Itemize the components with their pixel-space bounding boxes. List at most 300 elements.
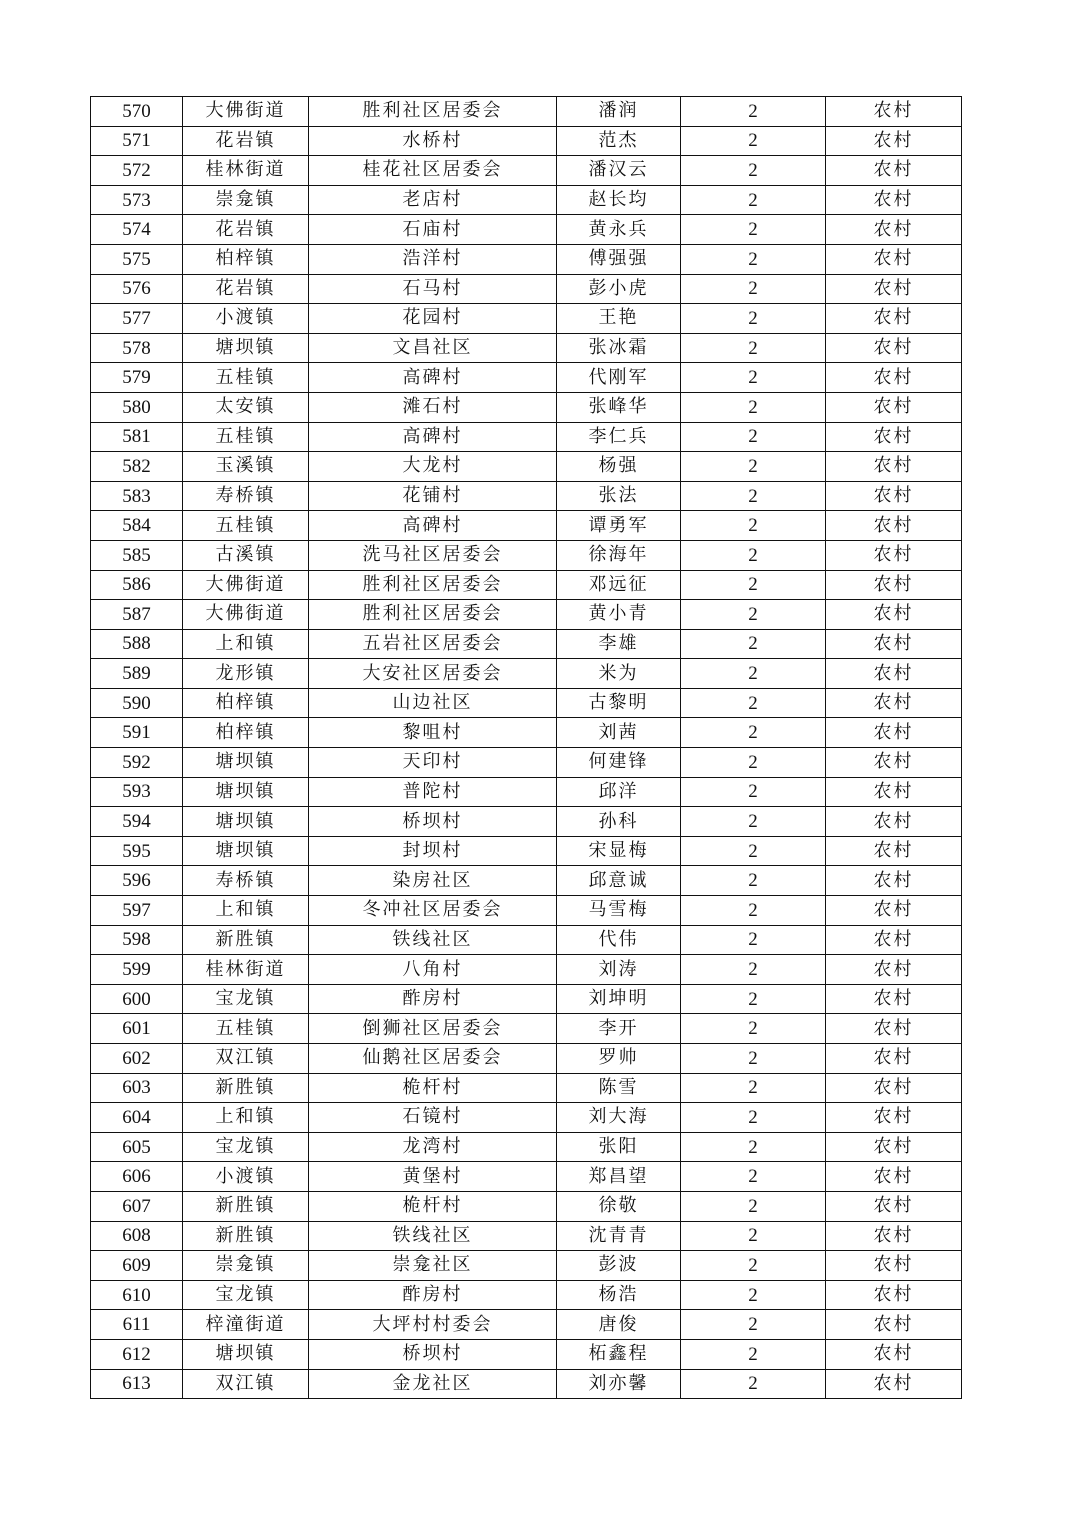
cell-category: 农村	[826, 896, 962, 926]
table-row	[91, 1073, 962, 1103]
table-row	[91, 511, 962, 541]
cell-count: 2	[681, 1251, 826, 1281]
cell-person-name: 刘涛	[557, 955, 681, 985]
cell-category: 农村	[826, 452, 962, 482]
roster-table	[90, 96, 962, 1399]
table-row	[91, 215, 962, 245]
cell-village-community: 桅杆村	[309, 1191, 557, 1221]
cell-row-number: 594	[91, 807, 183, 837]
cell-person-name: 何建锋	[557, 748, 681, 778]
cell-town: 塘坝镇	[183, 748, 309, 778]
cell-row-number: 577	[91, 304, 183, 334]
cell-count: 2	[681, 748, 826, 778]
cell-row-number: 599	[91, 955, 183, 985]
cell-person-name: 古黎明	[557, 688, 681, 718]
table-row	[91, 659, 962, 689]
cell-village-community: 大安社区居委会	[309, 659, 557, 689]
cell-row-number: 596	[91, 866, 183, 896]
cell-person-name: 刘茜	[557, 718, 681, 748]
cell-town: 大佛街道	[183, 600, 309, 630]
cell-count: 2	[681, 1369, 826, 1399]
table-row	[91, 748, 962, 778]
cell-person-name: 彭小虎	[557, 274, 681, 304]
cell-row-number: 582	[91, 452, 183, 482]
cell-category: 农村	[826, 1103, 962, 1133]
cell-town: 花岩镇	[183, 274, 309, 304]
cell-count: 2	[681, 185, 826, 215]
cell-village-community: 大龙村	[309, 452, 557, 482]
cell-row-number: 605	[91, 1132, 183, 1162]
cell-person-name: 黄小青	[557, 600, 681, 630]
table-row	[91, 984, 962, 1014]
cell-person-name: 米为	[557, 659, 681, 689]
table-row	[91, 1310, 962, 1340]
cell-count: 2	[681, 629, 826, 659]
table-row	[91, 363, 962, 393]
table-row	[91, 481, 962, 511]
cell-category: 农村	[826, 540, 962, 570]
cell-village-community: 滩石村	[309, 392, 557, 422]
cell-row-number: 579	[91, 363, 183, 393]
cell-row-number: 589	[91, 659, 183, 689]
cell-person-name: 刘大海	[557, 1103, 681, 1133]
cell-town: 双江镇	[183, 1044, 309, 1074]
table-row	[91, 1103, 962, 1133]
cell-town: 宝龙镇	[183, 984, 309, 1014]
cell-count: 2	[681, 363, 826, 393]
cell-town: 上和镇	[183, 1103, 309, 1133]
cell-category: 农村	[826, 244, 962, 274]
cell-person-name: 邓远征	[557, 570, 681, 600]
cell-count: 2	[681, 807, 826, 837]
cell-count: 2	[681, 896, 826, 926]
cell-town: 新胜镇	[183, 925, 309, 955]
cell-village-community: 普陀村	[309, 777, 557, 807]
cell-count: 2	[681, 126, 826, 156]
cell-village-community: 胜利社区居委会	[309, 570, 557, 600]
cell-count: 2	[681, 156, 826, 186]
cell-person-name: 杨强	[557, 452, 681, 482]
cell-town: 新胜镇	[183, 1221, 309, 1251]
cell-count: 2	[681, 1162, 826, 1192]
cell-count: 2	[681, 659, 826, 689]
cell-row-number: 606	[91, 1162, 183, 1192]
cell-count: 2	[681, 570, 826, 600]
cell-village-community: 石镜村	[309, 1103, 557, 1133]
table-row	[91, 1339, 962, 1369]
cell-person-name: 刘亦馨	[557, 1369, 681, 1399]
cell-town: 大佛街道	[183, 570, 309, 600]
cell-village-community: 冬冲社区居委会	[309, 896, 557, 926]
cell-village-community: 石庙村	[309, 215, 557, 245]
cell-category: 农村	[826, 836, 962, 866]
cell-village-community: 酢房村	[309, 1280, 557, 1310]
table-row	[91, 452, 962, 482]
cell-village-community: 浩洋村	[309, 244, 557, 274]
cell-person-name: 张冰霜	[557, 333, 681, 363]
cell-town: 花岩镇	[183, 126, 309, 156]
cell-category: 农村	[826, 866, 962, 896]
cell-category: 农村	[826, 333, 962, 363]
table-row	[91, 629, 962, 659]
cell-count: 2	[681, 1044, 826, 1074]
cell-person-name: 谭勇军	[557, 511, 681, 541]
cell-row-number: 581	[91, 422, 183, 452]
cell-person-name: 杨浩	[557, 1280, 681, 1310]
cell-town: 梓潼街道	[183, 1310, 309, 1340]
cell-town: 五桂镇	[183, 1014, 309, 1044]
cell-row-number: 604	[91, 1103, 183, 1133]
cell-person-name: 张法	[557, 481, 681, 511]
cell-town: 上和镇	[183, 896, 309, 926]
cell-person-name: 唐俊	[557, 1310, 681, 1340]
cell-category: 农村	[826, 215, 962, 245]
cell-category: 农村	[826, 363, 962, 393]
cell-village-community: 铁线社区	[309, 925, 557, 955]
cell-row-number: 584	[91, 511, 183, 541]
cell-count: 2	[681, 392, 826, 422]
cell-person-name: 罗帅	[557, 1044, 681, 1074]
cell-person-name: 宋显梅	[557, 836, 681, 866]
cell-village-community: 黎咀村	[309, 718, 557, 748]
table-row	[91, 392, 962, 422]
cell-category: 农村	[826, 984, 962, 1014]
cell-count: 2	[681, 1310, 826, 1340]
cell-count: 2	[681, 866, 826, 896]
cell-count: 2	[681, 452, 826, 482]
cell-village-community: 仙鹅社区居委会	[309, 1044, 557, 1074]
cell-village-community: 五岩社区居委会	[309, 629, 557, 659]
table-row	[91, 1014, 962, 1044]
table-row	[91, 97, 962, 127]
cell-category: 农村	[826, 1191, 962, 1221]
table-row	[91, 836, 962, 866]
cell-village-community: 高碑村	[309, 422, 557, 452]
cell-count: 2	[681, 1191, 826, 1221]
cell-row-number: 607	[91, 1191, 183, 1221]
cell-person-name: 王艳	[557, 304, 681, 334]
cell-town: 桂林街道	[183, 156, 309, 186]
cell-person-name: 代伟	[557, 925, 681, 955]
cell-village-community: 花铺村	[309, 481, 557, 511]
cell-category: 农村	[826, 1280, 962, 1310]
cell-village-community: 水桥村	[309, 126, 557, 156]
cell-village-community: 老店村	[309, 185, 557, 215]
cell-town: 柏梓镇	[183, 688, 309, 718]
cell-village-community: 天印村	[309, 748, 557, 778]
cell-village-community: 大坪村村委会	[309, 1310, 557, 1340]
cell-person-name: 徐敬	[557, 1191, 681, 1221]
cell-town: 柏梓镇	[183, 718, 309, 748]
cell-village-community: 铁线社区	[309, 1221, 557, 1251]
cell-town: 寿桥镇	[183, 481, 309, 511]
cell-count: 2	[681, 688, 826, 718]
cell-village-community: 倒狮社区居委会	[309, 1014, 557, 1044]
cell-town: 花岩镇	[183, 215, 309, 245]
cell-person-name: 陈雪	[557, 1073, 681, 1103]
cell-person-name: 郑昌望	[557, 1162, 681, 1192]
cell-count: 2	[681, 1073, 826, 1103]
cell-count: 2	[681, 304, 826, 334]
cell-category: 农村	[826, 777, 962, 807]
cell-count: 2	[681, 925, 826, 955]
cell-person-name: 孙科	[557, 807, 681, 837]
table-row	[91, 570, 962, 600]
cell-row-number: 570	[91, 97, 183, 127]
cell-row-number: 587	[91, 600, 183, 630]
cell-row-number: 572	[91, 156, 183, 186]
cell-town: 上和镇	[183, 629, 309, 659]
cell-town: 塘坝镇	[183, 777, 309, 807]
cell-town: 龙形镇	[183, 659, 309, 689]
cell-village-community: 酢房村	[309, 984, 557, 1014]
cell-count: 2	[681, 1221, 826, 1251]
cell-row-number: 586	[91, 570, 183, 600]
table-row	[91, 718, 962, 748]
cell-village-community: 山边社区	[309, 688, 557, 718]
cell-person-name: 张峰华	[557, 392, 681, 422]
cell-row-number: 597	[91, 896, 183, 926]
cell-category: 农村	[826, 304, 962, 334]
cell-town: 宝龙镇	[183, 1280, 309, 1310]
table-row	[91, 896, 962, 926]
cell-person-name: 彭波	[557, 1251, 681, 1281]
cell-village-community: 崇龛社区	[309, 1251, 557, 1281]
cell-row-number: 576	[91, 274, 183, 304]
cell-count: 2	[681, 422, 826, 452]
cell-category: 农村	[826, 955, 962, 985]
cell-row-number: 592	[91, 748, 183, 778]
cell-category: 农村	[826, 659, 962, 689]
cell-row-number: 575	[91, 244, 183, 274]
table-row	[91, 1044, 962, 1074]
table-row	[91, 185, 962, 215]
cell-town: 崇龛镇	[183, 185, 309, 215]
roster-table-body	[91, 97, 962, 1399]
cell-category: 农村	[826, 1073, 962, 1103]
cell-count: 2	[681, 333, 826, 363]
cell-category: 农村	[826, 511, 962, 541]
table-row	[91, 1280, 962, 1310]
cell-count: 2	[681, 836, 826, 866]
table-row	[91, 600, 962, 630]
cell-category: 农村	[826, 688, 962, 718]
cell-category: 农村	[826, 1162, 962, 1192]
cell-village-community: 高碑村	[309, 363, 557, 393]
cell-row-number: 591	[91, 718, 183, 748]
cell-village-community: 洗马社区居委会	[309, 540, 557, 570]
cell-town: 桂林街道	[183, 955, 309, 985]
cell-row-number: 593	[91, 777, 183, 807]
cell-town: 五桂镇	[183, 363, 309, 393]
cell-category: 农村	[826, 1132, 962, 1162]
cell-person-name: 徐海年	[557, 540, 681, 570]
cell-category: 农村	[826, 718, 962, 748]
cell-category: 农村	[826, 97, 962, 127]
cell-row-number: 571	[91, 126, 183, 156]
cell-town: 塘坝镇	[183, 836, 309, 866]
cell-person-name: 李雄	[557, 629, 681, 659]
cell-category: 农村	[826, 748, 962, 778]
cell-count: 2	[681, 777, 826, 807]
cell-row-number: 574	[91, 215, 183, 245]
cell-town: 玉溪镇	[183, 452, 309, 482]
table-row	[91, 1251, 962, 1281]
cell-category: 农村	[826, 392, 962, 422]
cell-person-name: 沈青青	[557, 1221, 681, 1251]
cell-town: 柏梓镇	[183, 244, 309, 274]
cell-count: 2	[681, 540, 826, 570]
cell-category: 农村	[826, 185, 962, 215]
table-row	[91, 955, 962, 985]
cell-town: 宝龙镇	[183, 1132, 309, 1162]
cell-town: 小渡镇	[183, 1162, 309, 1192]
cell-town: 塘坝镇	[183, 1339, 309, 1369]
cell-village-community: 桅杆村	[309, 1073, 557, 1103]
cell-person-name: 范杰	[557, 126, 681, 156]
cell-town: 古溪镇	[183, 540, 309, 570]
cell-category: 农村	[826, 422, 962, 452]
cell-row-number: 613	[91, 1369, 183, 1399]
cell-category: 农村	[826, 925, 962, 955]
cell-row-number: 583	[91, 481, 183, 511]
cell-town: 双江镇	[183, 1369, 309, 1399]
cell-person-name: 代刚军	[557, 363, 681, 393]
cell-row-number: 598	[91, 925, 183, 955]
cell-count: 2	[681, 244, 826, 274]
cell-row-number: 590	[91, 688, 183, 718]
cell-count: 2	[681, 955, 826, 985]
cell-village-community: 花园村	[309, 304, 557, 334]
table-row	[91, 422, 962, 452]
cell-count: 2	[681, 718, 826, 748]
cell-person-name: 赵长均	[557, 185, 681, 215]
cell-category: 农村	[826, 1044, 962, 1074]
cell-town: 寿桥镇	[183, 866, 309, 896]
cell-town: 五桂镇	[183, 511, 309, 541]
cell-town: 塘坝镇	[183, 333, 309, 363]
cell-category: 农村	[826, 274, 962, 304]
cell-count: 2	[681, 215, 826, 245]
table-row	[91, 333, 962, 363]
cell-person-name: 柘鑫程	[557, 1339, 681, 1369]
cell-village-community: 龙湾村	[309, 1132, 557, 1162]
cell-village-community: 染房社区	[309, 866, 557, 896]
table-row	[91, 1369, 962, 1399]
cell-category: 农村	[826, 600, 962, 630]
cell-village-community: 胜利社区居委会	[309, 97, 557, 127]
cell-person-name: 李仁兵	[557, 422, 681, 452]
cell-category: 农村	[826, 1014, 962, 1044]
cell-row-number: 573	[91, 185, 183, 215]
cell-town: 塘坝镇	[183, 807, 309, 837]
cell-category: 农村	[826, 156, 962, 186]
table-row	[91, 274, 962, 304]
cell-row-number: 595	[91, 836, 183, 866]
cell-category: 农村	[826, 1221, 962, 1251]
cell-count: 2	[681, 1339, 826, 1369]
table-row	[91, 126, 962, 156]
cell-town: 新胜镇	[183, 1191, 309, 1221]
cell-village-community: 石马村	[309, 274, 557, 304]
cell-count: 2	[681, 274, 826, 304]
cell-row-number: 612	[91, 1339, 183, 1369]
cell-village-community: 黄堡村	[309, 1162, 557, 1192]
table-row	[91, 304, 962, 334]
cell-person-name: 黄永兵	[557, 215, 681, 245]
cell-row-number: 602	[91, 1044, 183, 1074]
cell-count: 2	[681, 1280, 826, 1310]
cell-count: 2	[681, 984, 826, 1014]
cell-person-name: 马雪梅	[557, 896, 681, 926]
cell-category: 农村	[826, 570, 962, 600]
cell-person-name: 傅强强	[557, 244, 681, 274]
cell-category: 农村	[826, 1339, 962, 1369]
cell-village-community: 桥坝村	[309, 807, 557, 837]
cell-row-number: 603	[91, 1073, 183, 1103]
cell-town: 小渡镇	[183, 304, 309, 334]
cell-village-community: 封坝村	[309, 836, 557, 866]
cell-person-name: 张阳	[557, 1132, 681, 1162]
cell-village-community: 金龙社区	[309, 1369, 557, 1399]
cell-count: 2	[681, 97, 826, 127]
table-row	[91, 244, 962, 274]
table-row	[91, 1132, 962, 1162]
cell-row-number: 609	[91, 1251, 183, 1281]
table-row	[91, 1162, 962, 1192]
cell-count: 2	[681, 1132, 826, 1162]
cell-category: 农村	[826, 481, 962, 511]
table-row	[91, 688, 962, 718]
table-row	[91, 1221, 962, 1251]
cell-row-number: 588	[91, 629, 183, 659]
cell-town: 新胜镇	[183, 1073, 309, 1103]
cell-category: 农村	[826, 807, 962, 837]
cell-village-community: 高碑村	[309, 511, 557, 541]
cell-count: 2	[681, 481, 826, 511]
cell-village-community: 桂花社区居委会	[309, 156, 557, 186]
cell-village-community: 桥坝村	[309, 1339, 557, 1369]
cell-town: 五桂镇	[183, 422, 309, 452]
cell-category: 农村	[826, 1251, 962, 1281]
cell-category: 农村	[826, 1310, 962, 1340]
cell-row-number: 580	[91, 392, 183, 422]
table-row	[91, 807, 962, 837]
table-row	[91, 777, 962, 807]
cell-town: 崇龛镇	[183, 1251, 309, 1281]
cell-village-community: 八角村	[309, 955, 557, 985]
cell-count: 2	[681, 1103, 826, 1133]
cell-row-number: 601	[91, 1014, 183, 1044]
cell-count: 2	[681, 1014, 826, 1044]
table-row	[91, 156, 962, 186]
cell-village-community: 胜利社区居委会	[309, 600, 557, 630]
cell-town: 太安镇	[183, 392, 309, 422]
cell-town: 大佛街道	[183, 97, 309, 127]
cell-row-number: 611	[91, 1310, 183, 1340]
cell-row-number: 610	[91, 1280, 183, 1310]
table-row	[91, 866, 962, 896]
cell-row-number: 600	[91, 984, 183, 1014]
cell-person-name: 刘坤明	[557, 984, 681, 1014]
cell-person-name: 李开	[557, 1014, 681, 1044]
cell-count: 2	[681, 511, 826, 541]
cell-row-number: 608	[91, 1221, 183, 1251]
cell-category: 农村	[826, 1369, 962, 1399]
cell-category: 农村	[826, 629, 962, 659]
cell-village-community: 文昌社区	[309, 333, 557, 363]
cell-row-number: 585	[91, 540, 183, 570]
